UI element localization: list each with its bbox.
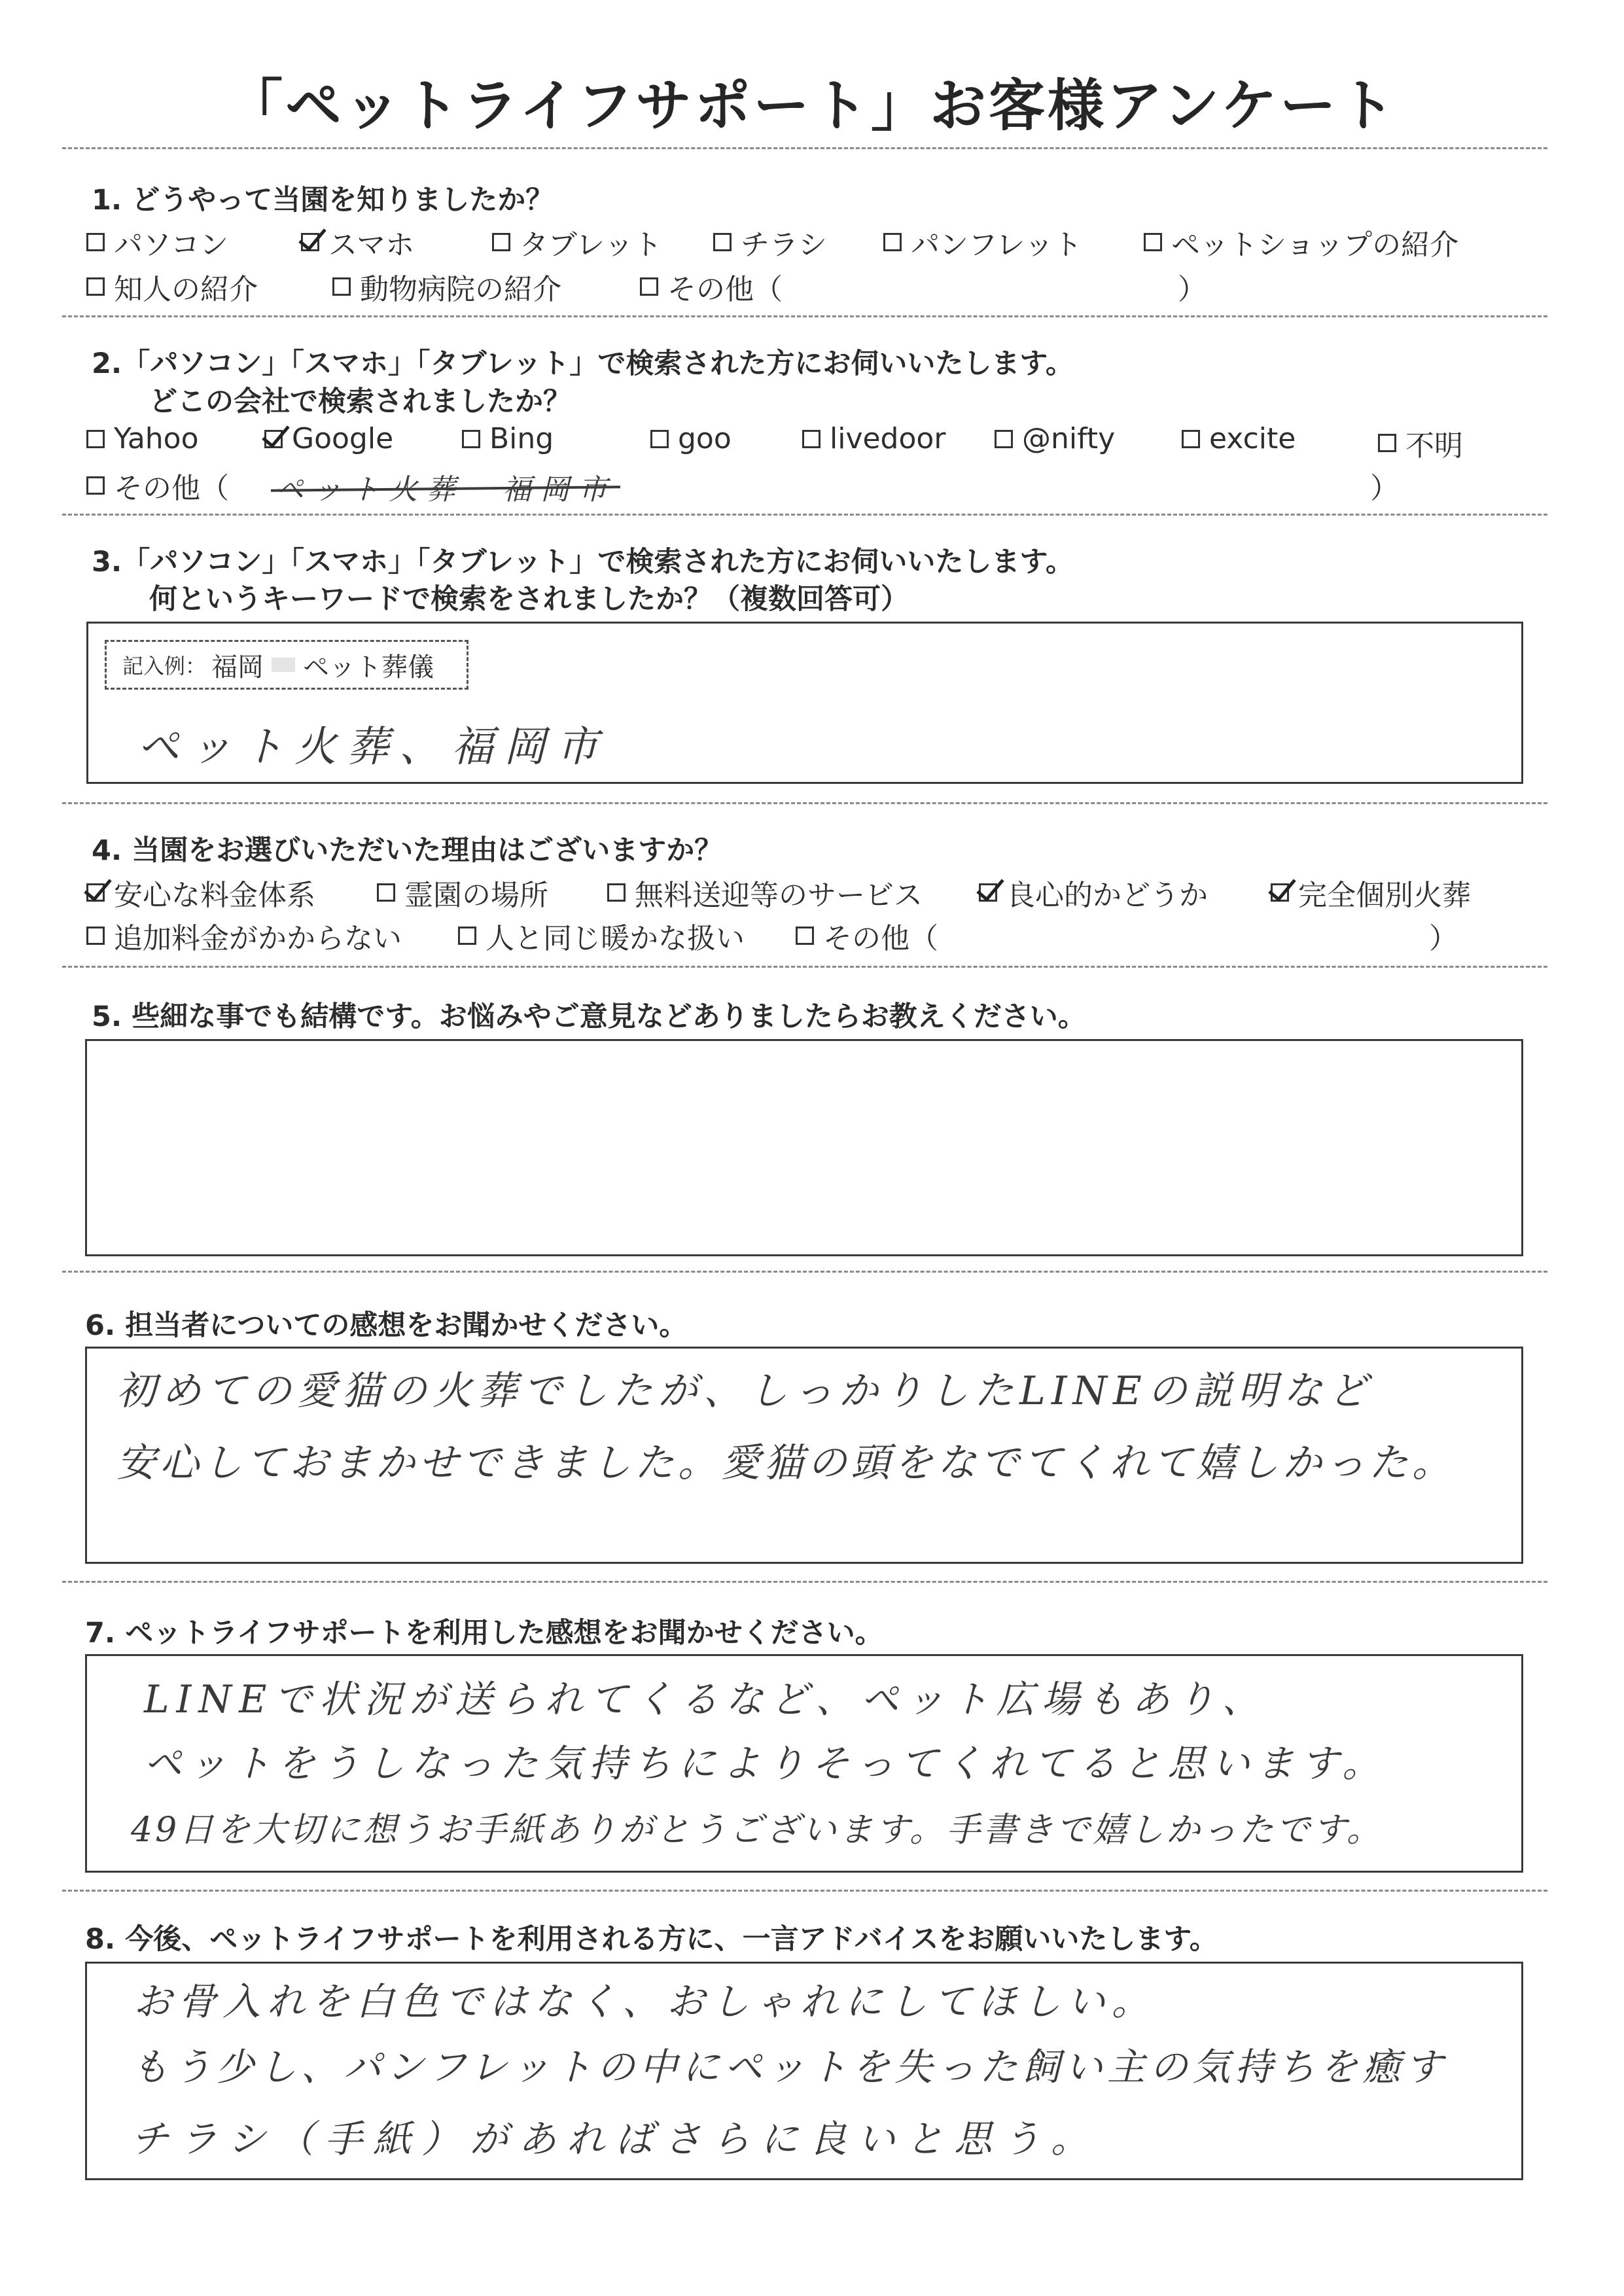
q2-option-google[interactable]: Google [264,422,393,455]
checkbox[interactable] [883,233,902,251]
q7-question: 7. ペットライフサポートを利用した感想をお聞かせください。 [85,1617,883,1650]
q2-question-line2: どこの会社で検索されましたか？ [149,385,571,418]
q4-option-pricing[interactable]: 安心な料金体系 [86,872,315,913]
q2-option-yahoo[interactable]: Yahoo [86,422,199,455]
q1-option-pamphlet[interactable]: パンフレット [883,221,1082,263]
q6-question: 6. 担当者についての感想をお聞かせください。 [85,1309,688,1342]
checkbox-checked[interactable] [86,883,105,902]
checkbox[interactable] [462,430,480,448]
checkbox-checked[interactable] [1271,883,1289,902]
checkbox[interactable] [713,233,732,251]
q1-option-flyer[interactable]: チラシ [713,221,827,263]
q4-option-other[interactable]: その他（ [796,915,938,957]
q7-handwritten-line-3: 49日を大切に想うお手紙ありがとうございます。手書きで嬉しかったです。 [131,1810,1383,1850]
q3-example-box: 記入例： 福岡 ペット葬儀 [105,640,468,690]
checkbox[interactable] [86,430,105,448]
section-divider [62,315,1547,317]
q6-handwritten-line-2: 安心しておまかせできました。愛猫の頭をなでてくれて嬉しかった。 [116,1440,1455,1486]
q1-option-vet[interactable]: 動物病院の紹介 [332,266,561,308]
checkbox[interactable] [377,883,395,902]
q4-option-location[interactable]: 霊園の場所 [377,872,548,913]
checkbox[interactable] [1378,434,1396,452]
section-divider [62,514,1547,516]
q4-option-warm-treatment[interactable]: 人と同じ暖かな扱い [458,915,745,957]
section-divider [62,1890,1547,1892]
checkbox[interactable] [86,927,105,945]
q2-option-unknown[interactable]: 不明 [1378,422,1463,464]
q6-handwritten-line-1: 初めての愛猫の火葬でしたが、しっかりしたLINEの説明など [116,1368,1373,1414]
q2-option-excite[interactable]: excite [1182,422,1296,455]
example-separator [272,658,295,672]
q7-handwritten-line-2: ペットをうしなった気持ちによりそってくれてると思います。 [144,1741,1387,1786]
section-divider [62,147,1547,149]
q8-handwritten-line-2: もう少し、パンフレットの中にペットを失った飼い主の気持ちを癒す [131,2045,1448,2089]
checkbox[interactable] [650,430,669,448]
checkbox[interactable] [802,430,821,448]
q8-handwritten-line-3: チラシ（手紙）があればさらに良いと思う。 [131,2117,1100,2161]
q1-option-other[interactable]: その他（ [640,266,783,308]
q2-other-close: ） [1370,472,1399,505]
q8-handwritten-line-1: お骨入れを白色ではなく、おしゃれにしてほしい。 [133,1979,1156,2024]
q1-question: 1. どうやって当園を知りましたか？ [92,184,554,217]
checkbox[interactable] [796,927,814,945]
q3-handwritten-answer: ペット火葬、福岡市 [137,723,609,771]
q1-option-acquaintance[interactable]: 知人の紹介 [86,266,258,308]
q1-other-close: ） [1178,273,1207,306]
q3-question-line1: 3.「パソコン」「スマホ」「タブレット」で検索された方にお伺いいたします。 [92,546,1074,578]
q1-option-petshop[interactable]: ペットショップの紹介 [1144,221,1458,263]
checkbox[interactable] [86,233,105,251]
q2-question-line1: 2.「パソコン」「スマホ」「タブレット」で検索された方にお伺いいたします。 [92,347,1074,380]
q5-answer-box[interactable] [85,1039,1523,1256]
survey-title: 「ペットライフサポート」お客様アンケート [226,73,1398,139]
checkbox[interactable] [1144,233,1162,251]
q7-handwritten-line-1: LINEで状況が送られてくるなど、ペット広場もあり、 [144,1677,1267,1722]
section-divider [62,1581,1547,1583]
q2-option-goo[interactable]: goo [650,422,732,455]
q4-option-no-extra-fee[interactable]: 追加料金がかからない [86,915,402,957]
checkbox[interactable] [86,277,105,296]
q4-other-close: ） [1429,922,1458,955]
q2-option-bing[interactable]: Bing [462,422,554,455]
checkbox-checked[interactable] [264,430,283,448]
q2-option-other[interactable]: その他（ [86,465,229,506]
checkbox[interactable] [1182,430,1200,448]
q2-option-livedoor[interactable]: livedoor [802,422,945,455]
q3-question-line2: 何というキーワードで検索をされましたか？（複数回答可） [149,583,909,616]
q5-question: 5. 些細な事でも結構です。お悩みやご意見などありましたらお教えください。 [92,1000,1086,1033]
checkbox[interactable] [492,233,510,251]
checkbox[interactable] [995,430,1013,448]
q4-option-conscientious[interactable]: 良心的かどうか [979,872,1208,913]
checkbox-checked[interactable] [979,883,997,902]
q1-option-smartphone[interactable]: スマホ [301,221,414,263]
q1-option-tablet[interactable]: タブレット [492,221,662,263]
q2-other-handwritten-struck: ペット火葬 福岡市 [275,466,616,508]
section-divider [62,1271,1547,1273]
section-divider [62,802,1547,804]
q4-option-free-transport[interactable]: 無料送迎等のサービス [607,872,923,913]
checkbox[interactable] [607,883,626,902]
q8-question: 8. 今後、ペットライフサポートを利用される方に、一言アドバイスをお願いいたします。 [85,1923,1218,1956]
checkbox-checked[interactable] [301,233,319,251]
q2-option-nifty[interactable]: @nifty [995,422,1115,455]
section-divider [62,966,1547,968]
checkbox[interactable] [640,277,658,296]
q4-question: 4. 当園をお選びいただいた理由はございますか？ [92,834,723,867]
checkbox[interactable] [458,927,476,945]
checkbox[interactable] [332,277,351,296]
q4-option-individual-cremation[interactable]: 完全個別火葬 [1271,872,1471,913]
checkbox[interactable] [86,476,105,495]
q1-option-pc[interactable]: パソコン [86,221,228,263]
